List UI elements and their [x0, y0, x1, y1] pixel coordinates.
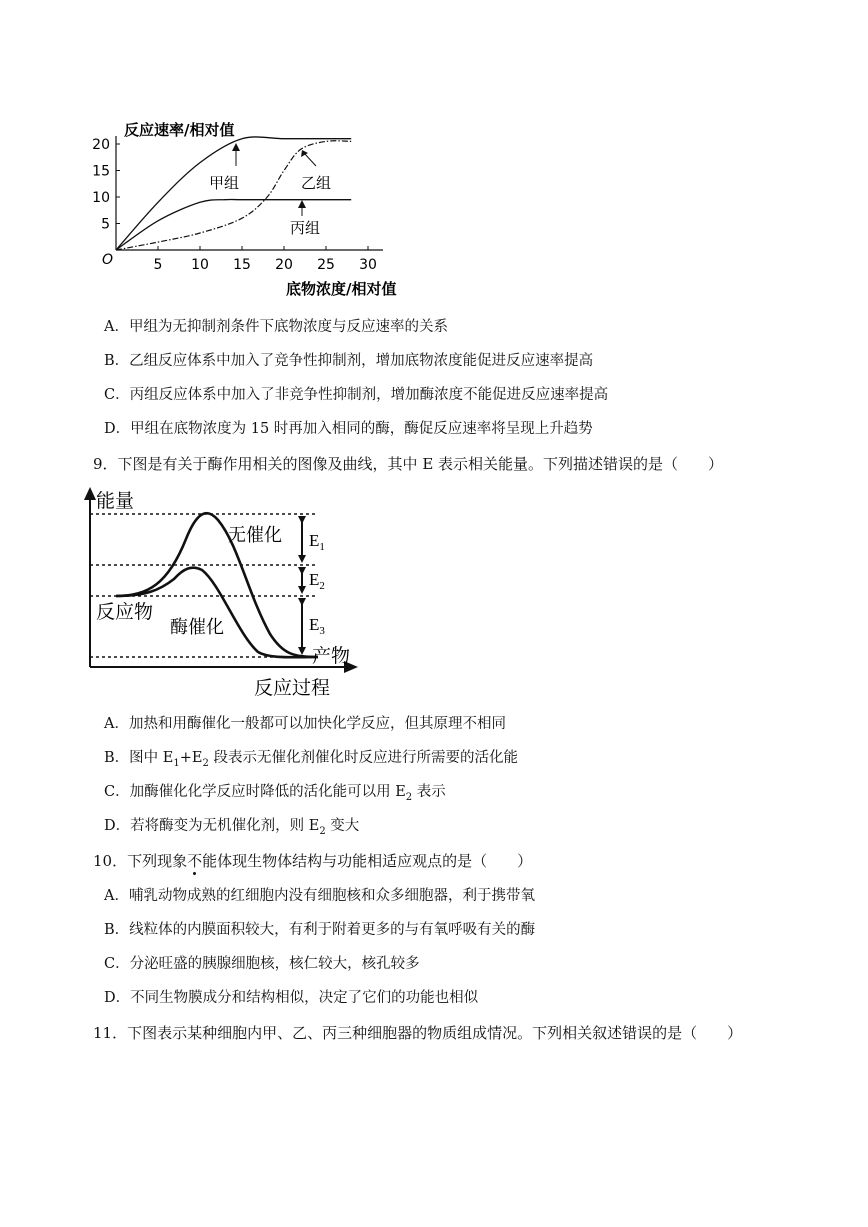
- q8-xtick-label: 15: [233, 257, 251, 273]
- q9-label-enzyme: 酶催化: [170, 617, 224, 638]
- q9-stem: 9．下图是有关于酶作用相关的图像及曲线，其中 E 表示相关能量。下列描述错误的是（ ）: [93, 455, 724, 473]
- q8-origin-label: O: [102, 252, 114, 268]
- q9-label-e2: $E_2$: [309, 570, 325, 592]
- q8-xtick-label: 20: [275, 257, 293, 273]
- q8-xlabel: 底物浓度/相对值: [286, 280, 397, 298]
- q8-option-b: B．乙组反应体系中加入了竞争性抑制剂，增加底物浓度能促进反应速率提高: [104, 353, 594, 369]
- q8-xtick-label: 10: [191, 257, 209, 273]
- q8-option-d: D．甲组在底物浓度为 15 时再加入相同的酶，酶促反应速率将呈现上升趋势: [104, 421, 593, 437]
- q10-emphasis-not: 不: [187, 852, 203, 870]
- q9-energy-diagram: [78, 484, 368, 702]
- q10-option-d: D．不同生物膜成分和结构相似，决定了它们的功能也相似: [104, 990, 479, 1006]
- q8-option-a: A．甲组为无抑制剂条件下底物浓度与反应速率的关系: [104, 319, 448, 335]
- q9-option-c: C．加酶催化化学反应时降低的活化能可以用 $E_2$ 表示: [104, 784, 446, 803]
- q9-option-a: A．加热和用酶催化一般都可以加快化学反应，但其原理不相同: [104, 716, 506, 732]
- q8-ytick-label: 10: [92, 190, 110, 206]
- q8-ytick-label: 15: [92, 163, 110, 180]
- q9-label-product: 产物: [312, 645, 351, 667]
- q9-xlabel: 反应过程: [254, 677, 331, 699]
- q8-xtick-label: 5: [153, 257, 163, 273]
- q8-arrowhead-jia: [232, 143, 240, 151]
- q8-label-yi: 乙组: [301, 174, 332, 192]
- q9-label-uncatalyzed: 无催化: [228, 525, 282, 546]
- q8-label-jia: 甲组: [209, 174, 240, 192]
- q8-label-bing: 丙组: [290, 219, 321, 237]
- q9-option-b: B．图中 $E_1+E_2$ 段表示无催化剂催化时反应进行所需要的活化能: [104, 750, 518, 769]
- q11-stem: 11．下图表示某种细胞内甲、乙、丙三种细胞器的物质组成情况。下列相关叙述错误的是（ ）: [93, 1024, 743, 1042]
- q8-option-c: C．丙组反应体系中加入了非竞争性抑制剂，增加酶浓度不能促进反应速率提高: [104, 387, 609, 403]
- q8-rate-chart: [90, 112, 420, 302]
- q10-option-b: B．线粒体的内膜面积较大，有利于附着更多的与有氧呼吸有关的酶: [104, 922, 536, 938]
- q10-option-a: A．哺乳动物成熟的红细胞内没有细胞核和众多细胞器，利于携带氧: [104, 888, 535, 904]
- q9-label-e3: $E_3$: [309, 615, 325, 637]
- q9-ylabel: 能量: [96, 490, 135, 512]
- q8-arrow-yi: [304, 153, 316, 166]
- q8-xtick-label: 30: [359, 257, 377, 273]
- q8-xtick-label: 25: [317, 257, 335, 273]
- q9-option-d: D．若将酶变为无机催化剂，则 $E_2$ 变大: [104, 818, 360, 837]
- q8-ylabel: 反应速率/相对值: [124, 121, 235, 139]
- q9-y-arrowhead: [84, 487, 96, 500]
- q9-label-reactant: 反应物: [96, 601, 154, 623]
- q8-ytick-label: 20: [92, 137, 110, 153]
- q9-label-e1: $E_1$: [309, 531, 325, 553]
- q10-stem: 10．下列现象不能体现生物体结构与功能相适应观点的是（ ）: [93, 852, 533, 870]
- q8-arrowhead-bing: [298, 200, 306, 208]
- q10-option-c: C．分泌旺盛的胰腺细胞核，核仁较大，核孔较多: [104, 956, 420, 972]
- q8-ytick-label: 5: [101, 216, 110, 233]
